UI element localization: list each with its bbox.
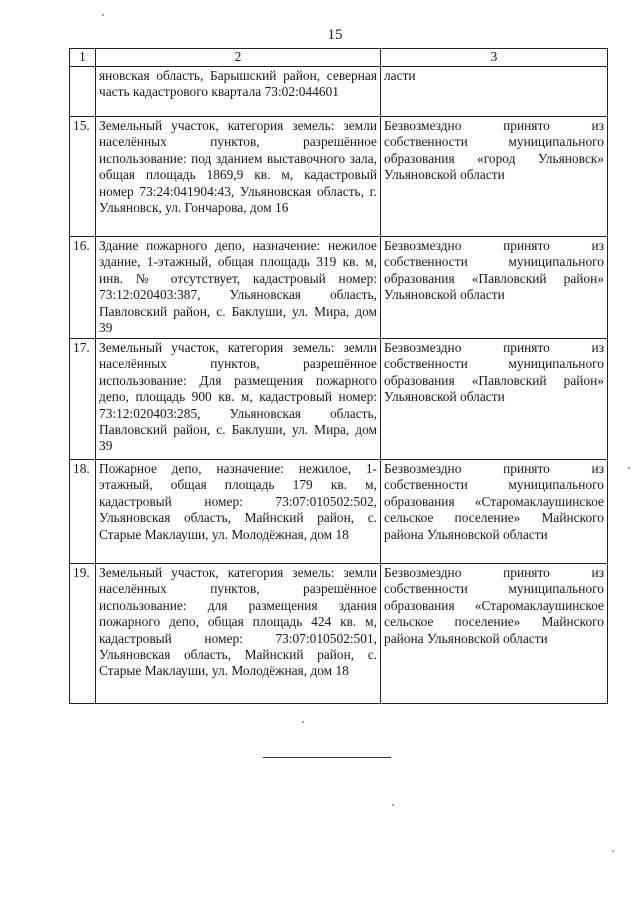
row-number: 19.: [70, 564, 96, 704]
row-number: 16.: [70, 237, 96, 339]
row-number: 18.: [70, 460, 96, 564]
table-header-row: [70, 49, 608, 67]
row-number: 15.: [70, 117, 96, 237]
row-description: Пожарное депо, назначение: нежилое, 1-этажный, общая площадь 179 кв. м, кадастровый номер: 73:07:010502:502, Ульяновская область, Майнский район, с. Старые Маклауши, ул. Молодёжная, дом 18: [96, 460, 381, 564]
row-number: 17.: [70, 339, 96, 460]
row-basis: Безвозмездно принято из собственности муниципального образования «Павловский район» Ульяновской области: [381, 237, 608, 339]
page-number: 15: [327, 27, 343, 43]
column-header-description: 2: [96, 49, 381, 67]
table-row: [70, 564, 608, 704]
footer-divider: [263, 757, 391, 758]
scan-speck: [302, 721, 304, 723]
scan-speck: [612, 850, 614, 852]
row-description: яновская область, Барышский район, северная часть кадастрового квартала 73:02:044601: [96, 67, 381, 117]
row-description: Земельный участок, категория земель: земли населённых пунктов, разрешённое использование: Для размещения пожарного депо, площадь 900 кв. м, кадастровый номер: 73:12:020403:285, Ульяновская область, Павловский район, с. Баклуши, ул. Мира, дом 39: [96, 339, 381, 460]
row-description: Земельный участок, категория земель: земли населённых пунктов, разрешённое использование: для размещения здания пожарного депо, общая площадь 424 кв. м, кадастровый номер: 73:07:010502:501, Ульяновская область, Майнский район, с. Старые Маклауши, ул. Молодёжная, дом 18: [96, 564, 381, 704]
row-number: [70, 67, 96, 117]
property-table: [69, 48, 608, 704]
scan-speck: [628, 467, 630, 469]
row-basis: Безвозмездно принято из собственности муниципального образования «Павловский район» Ульяновской области: [381, 339, 608, 460]
row-basis: Безвозмездно принято из собственности муниципального образования «город Ульяновск» Ульяновской области: [381, 117, 608, 237]
row-description: Здание пожарного депо, назначение: нежилое здание, 1-этажный, общая площадь 319 кв. м, инв. № отсутствует, кадастровый номер: 73:12:020403:387, Ульяновская область, Павловский район, с. Баклуши, ул. Мира, дом 39: [96, 237, 381, 339]
row-basis: Безвозмездно принято из собственности муниципального образования «Старомаклаушинское сельское поселение» Майнского района Ульяновской области: [381, 564, 608, 704]
table-row: [70, 460, 608, 564]
column-header-basis: 3: [381, 49, 608, 67]
column-header-number: 1: [70, 49, 96, 67]
table-row: [70, 339, 608, 460]
row-basis: ласти: [381, 67, 608, 117]
row-description: Земельный участок, категория земель: земли населённых пунктов, разрешённое использование: под зданием выставочного зала, общая площадь 1869,9 кв. м, кадастровый номер 73:24:041904:43, Ульяновская область, г. Ульяновск, ул. Гончарова, дом 16: [96, 117, 381, 237]
table-row: [70, 237, 608, 339]
row-basis: Безвозмездно принято из собственности муниципального образования «Старомаклаушинское сельское поселение» Майнского района Ульяновской области: [381, 460, 608, 564]
scan-speck: [392, 804, 394, 806]
table-row: [70, 67, 608, 117]
scan-speck: [102, 14, 104, 16]
table-row: [70, 117, 608, 237]
